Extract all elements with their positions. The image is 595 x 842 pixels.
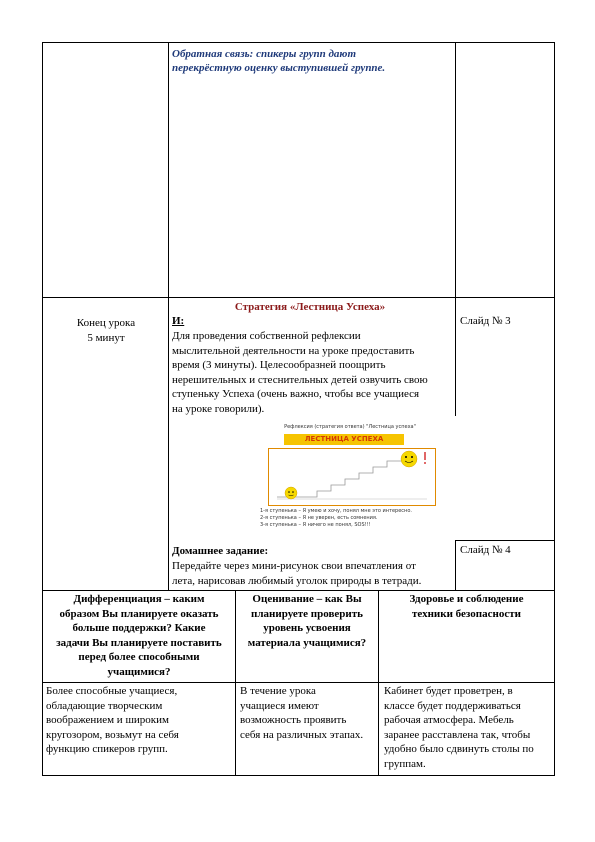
figure-note: 3-я ступенька – Я ничего не понял, SOS!!! (260, 522, 371, 528)
cell-line: группам. (384, 757, 426, 770)
strategy-title: Стратегия «Лестница Успеха» (234, 301, 386, 313)
slide-number: Слайд № 3 (460, 315, 511, 327)
cell-line: Более способные учащиеся, (46, 685, 178, 697)
cell-assessment (240, 684, 376, 742)
header-line: техники безопасности (412, 607, 521, 620)
feedback-text (172, 47, 442, 75)
header-line: материала учащимися? (247, 636, 367, 649)
header-line: Дифференциация – каким (73, 593, 205, 605)
header-line: уровень усвоения (263, 622, 351, 635)
cell-line: кругозором, возьмут на себя (46, 728, 179, 741)
figure-note: 1-я ступенька – Я умею и хочу, понял мне это интересно. (260, 508, 412, 514)
lesson-stage (44, 316, 168, 345)
table-right-border (554, 42, 555, 776)
cell-line: Кабинет будет проветрен, в (384, 685, 513, 697)
strategy-marker: И: (172, 315, 185, 327)
stage-label: Конец урока (76, 317, 136, 329)
header-health-safety (380, 592, 553, 621)
header-line: планируете проверить (251, 607, 363, 620)
cell-line: возможность проявить (240, 714, 347, 727)
homework-slide-number: Слайд № 4 (460, 544, 511, 556)
cell-line: обладающие творческим (46, 699, 163, 712)
col-divider-2a (455, 42, 456, 416)
header-line: учащимися? (107, 665, 171, 678)
exclamation-icon (424, 452, 426, 464)
header-differentiation (44, 592, 234, 680)
row-divider-1 (42, 297, 555, 298)
homework-title: Домашнее задание: (172, 545, 269, 557)
strategy-line: время (3 минуты). Целесообразней поощрить (172, 359, 386, 371)
homework-line: Передайте через мини-рисунок свои впечатления от (172, 560, 416, 572)
strategy-line: на уроке говорили). (172, 402, 265, 415)
bottom-col-divider-1 (235, 590, 236, 776)
header-line: больше поддержки? Какие (72, 622, 206, 635)
ladder-of-success-figure (262, 424, 438, 538)
smiley-icon-top (401, 451, 417, 467)
header-line: задачи Вы планируете поставить (56, 636, 222, 649)
cell-line: рабочая атмосфера. Мебель (384, 714, 514, 727)
homework-description (172, 559, 448, 588)
cell-line: классе будет поддерживаться (384, 699, 521, 712)
cell-health-safety (384, 684, 552, 772)
header-line: Оценивание – как Вы (252, 593, 362, 605)
stage-duration: 5 минут (87, 331, 125, 344)
table-bottom-border (42, 775, 555, 776)
table-top-border (42, 42, 555, 43)
table-left-border (42, 42, 43, 776)
strategy-line: нерешительных и стеснительных детей озвучить свою (172, 373, 428, 386)
strategy-line: ступеньку Успеха (очень важно, чтобы все учащиеся (172, 388, 420, 400)
cell-line: удобно было сдвинуть столы по (384, 743, 534, 756)
bottom-col-divider-2 (378, 590, 379, 776)
figure-notes (200, 508, 440, 529)
col-divider-1 (168, 42, 169, 590)
col-divider-2b (455, 540, 456, 590)
figure-banner: ЛЕСТНИЦА УСПЕХА (284, 434, 404, 445)
row-divider-2 (42, 590, 555, 591)
row-divider-3 (42, 682, 555, 683)
header-line: образом Вы планируете оказать (59, 607, 219, 620)
cell-line: В течение урока (240, 685, 316, 697)
header-assessment (237, 592, 377, 650)
header-line: перед более способными (78, 651, 200, 664)
smiley-icon-bottom (285, 487, 297, 499)
cell-line: функцию спикеров групп. (46, 743, 168, 756)
cell-line: себя на различных этапах. (240, 728, 364, 741)
homework-line: лета, нарисовав любимый уголок природы в тетради. (172, 574, 422, 587)
feedback-line: Обратная связь: спикеры групп дают (172, 48, 357, 60)
header-line: Здоровье и соблюдение (409, 593, 524, 605)
ladder-illustration (269, 449, 435, 505)
cell-line: учащиеся имеют (240, 699, 319, 712)
feedback-line: перекрёстную оценку выступившей группе. (172, 62, 386, 74)
figure-note: 2-я ступенька – Я не уверен, есть сомнения. (260, 515, 378, 521)
cell-line: воображением и широким (46, 714, 169, 727)
figure-caption: Рефлексия (стратегия ответа) "Лестница успеха" (284, 424, 416, 430)
cell-line: заранее расставлена так, чтобы (384, 728, 531, 741)
strategy-line: Для проведения собственной рефлексии (172, 330, 361, 342)
slide-col-divider (455, 540, 555, 541)
strategy-description (172, 329, 448, 416)
cell-differentiation (46, 684, 232, 757)
strategy-line: мыслительной деятельности на уроке предоставить (172, 344, 415, 357)
ladder-box (268, 448, 436, 506)
